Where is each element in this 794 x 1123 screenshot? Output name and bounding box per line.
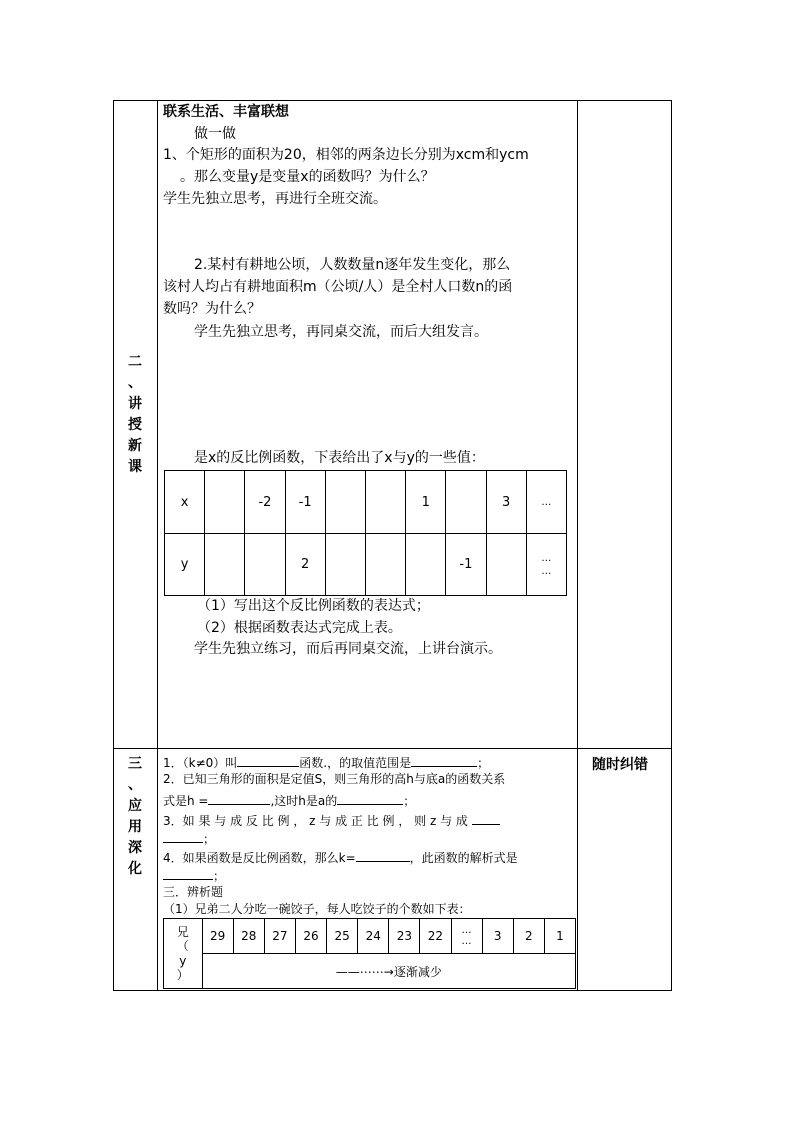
cell: -2 [245,471,285,534]
section-three-label [124,754,146,880]
col-divider-2 [577,100,578,991]
cell: x [165,471,205,534]
blank [472,812,500,825]
blank [411,754,477,767]
table-row [165,534,567,596]
cell: 26 [295,919,326,954]
cell: 28 [233,919,264,954]
task-1: （1）写出这个反比例函数的表达式； [197,598,430,614]
p3-line2b [163,792,415,807]
blank [237,754,299,767]
q1-note: 学生先独立思考，再进行全班交流。 [163,191,387,207]
label-char: 新 [128,438,142,454]
task-note: 学生先独立练习，而后再同桌交流，上讲台演示。 [194,641,502,657]
section-two-label [124,352,146,478]
frame-top [113,100,672,101]
cell: 27 [264,919,295,954]
q2-line1: 2.某村有耕地公顷，人数数量n逐年发生变化，那么 [194,257,511,273]
text: ； [477,756,490,770]
label-char: 三 [128,756,142,772]
table-row [164,954,576,989]
cell [406,534,446,596]
cell [205,471,245,534]
cell [245,534,285,596]
label-char: 、 [128,777,142,793]
text: 式是h = [163,794,209,808]
cell: 24 [358,919,389,954]
cell [446,471,486,534]
part2-subheading: 做一做 [194,126,236,142]
cell [486,534,526,596]
label-char: 、 [128,375,142,391]
cell [365,471,405,534]
cell: … … [451,919,482,954]
col-divider-1 [157,100,158,991]
frame-right [671,100,672,991]
q2-line3: 数吗？为什么？ [163,301,261,317]
p3-line3b [163,830,215,845]
cell [365,534,405,596]
cell: … … [526,534,566,596]
task-2: （2）根据函数表达式完成上表。 [197,620,402,636]
label-char: 化 [128,861,142,877]
q2-note: 学生先独立思考，再同桌交流，而后大组发言。 [194,324,488,340]
cell: 1 [544,919,575,954]
label-char: 二 [128,354,142,370]
p3-line3 [163,812,500,827]
q2-line2: 该村人均占有耕地面积m（公顷/人）是全村人口数n的函 [163,279,513,295]
label-char: 授 [128,417,142,433]
label-char: 讲 [128,396,142,412]
table-intro: 是x的反比例函数，下表给出了x与y的一些值： [194,450,485,466]
cell: 22 [420,919,451,954]
text: 1．（k≠0）叫 [163,756,238,770]
cell: -1 [285,471,325,534]
text: ； [213,869,226,883]
label-char: 深 [128,840,142,856]
label-char: 课 [128,459,142,475]
cell: 23 [389,919,420,954]
table-row [164,919,576,954]
text: 函数.，的取值范围是 [299,756,412,770]
text: 3．如 果 与 成 反 比 例 ， z 与 成 正 比 例 ， 则 z 与 成 [163,814,468,828]
trend-cell: ——⋯⋯→逐渐减少 [202,954,575,989]
cell: … [526,471,566,534]
blank [356,849,410,862]
cell: 25 [327,919,358,954]
blank [337,792,403,805]
cell [325,534,365,596]
cell: 3 [486,471,526,534]
p3-line4b [163,867,225,882]
cell: 3 [482,919,513,954]
cell: y [165,534,205,596]
cell: 2 [285,534,325,596]
blank [208,792,270,805]
part2-heading: 联系生活、丰富联想 [163,104,289,120]
p3-line1 [163,754,489,769]
text: ，此函数的解析式是 [409,851,518,865]
q1-line1: 1、个矩形的面积为20，相邻的两条边长分别为xcm和ycm [163,147,529,163]
cell: 29 [202,919,233,954]
cell [205,534,245,596]
p3-line5: 三．辨析题 [163,885,224,899]
cell: 2 [513,919,544,954]
text: ,这时h是a的 [270,794,338,808]
cell: 1 [406,471,446,534]
label-char: 用 [128,819,142,835]
text: ； [403,794,416,808]
blank [163,867,213,880]
q1-line2: 。那么变量y是变量x的函数吗？为什么？ [180,169,435,185]
frame-bottom [113,990,672,991]
text: 4．如果函数是反比例函数，那么k= [163,851,356,865]
label-char: 应 [128,798,142,814]
p3-line6: （1）兄弟二人分吃一碗饺子，每人吃饺子的个数如下表： [163,902,471,916]
cell [325,471,365,534]
table-row [165,471,567,534]
xy-value-table [164,470,567,596]
right-note: 随时纠错 [592,757,648,773]
p3-line4 [163,849,518,864]
blank [163,830,203,843]
frame-left [113,100,114,991]
cell-head: 兄 （ y ） [164,919,203,989]
frame-mid [113,748,672,749]
text: ； [203,832,216,846]
dumpling-table [163,918,576,989]
p3-line2: 2．已知三角形的面积是定值S，则三角形的高h与底a的函数关系 [163,772,506,786]
cell: -1 [446,534,486,596]
